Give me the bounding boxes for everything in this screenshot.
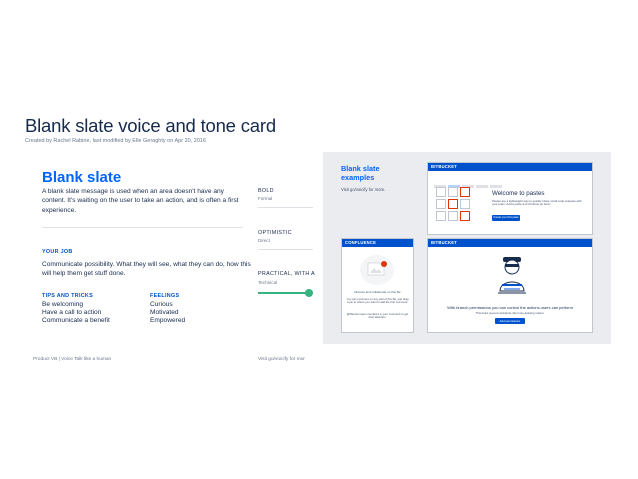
examples-subtitle: Visit go/voicify for more. <box>341 187 386 192</box>
feeling-item: Curious <box>150 301 173 308</box>
voice-card <box>25 150 320 370</box>
divider <box>42 227 243 228</box>
tone-slider-sublabel: Technical <box>258 280 278 285</box>
feelings-list <box>150 301 185 325</box>
page-title: Blank slate voice and tone card <box>25 115 276 136</box>
tips-heading: TIPS AND TRICKS <box>42 293 94 299</box>
window-titlebar: BITBUCKET <box>428 239 592 247</box>
bitbucket-pastes-example <box>427 162 593 235</box>
paste-tile <box>436 199 446 209</box>
card-description: A blank slate message is used when an area doesn't have any content. It's waiting on the user to take an action, and is often a first experience. <box>42 188 239 214</box>
examples-panel <box>323 152 611 344</box>
page-byline: Created by Rachel Rabine, last modified by Elle Geraghty on Apr 20, 2016 <box>25 138 206 144</box>
tone-slider-label: BOLD <box>258 188 274 194</box>
tone-slider-knob[interactable] <box>305 289 313 297</box>
window-titlebar: BITBUCKET <box>428 163 592 171</box>
tab[interactable] <box>476 185 488 188</box>
guard-illustration <box>494 253 530 301</box>
welcome-text: Pastes are a lightweight way to quickly share small code snippets with your team. Add a paste and it'll show up here! <box>492 199 582 207</box>
tone-slider-track[interactable] <box>258 292 308 294</box>
permissions-subtext: This helps prevent accidents, like force-deleting master. <box>475 311 545 315</box>
tip-item: Communicate a benefit <box>42 317 110 324</box>
guard-icon <box>494 253 530 301</box>
tone-slider-track[interactable] <box>258 207 313 208</box>
paste-tile <box>448 187 458 197</box>
card-footer-link[interactable]: Visit go/voicify for mor <box>258 357 305 362</box>
tips-list <box>42 301 110 325</box>
window-titlebar: CONFLUENCE <box>342 239 413 247</box>
comment-illustration <box>360 255 394 285</box>
feelings-heading: FEELINGS <box>150 293 180 299</box>
tone-slider-sublabel: Formal <box>258 196 273 201</box>
tone-slider-label: PRACTICAL, WITH A <box>258 271 315 277</box>
tone-slider-sublabel: Direct <box>258 238 270 243</box>
add-permissions-button[interactable]: Add permissions <box>495 318 525 324</box>
feeling-item: Empowered <box>150 317 186 324</box>
tip-item: Be welcoming <box>42 301 84 308</box>
your-job-text: Communicate possibility. What they will see, what they can do, how this will help them get stuff done. <box>42 261 251 278</box>
confluence-text: @Mention team members in your comment to get their attention. <box>346 312 409 320</box>
welcome-heading: Welcome to pastes <box>492 190 545 197</box>
permissions-text: With branch permissions you can control the actions users can perform <box>447 305 573 310</box>
tip-item: Have a call to action <box>42 309 102 316</box>
confluence-text: You can comment on any part of this file, just drag a pin to where you want to add the first comment. <box>346 297 409 305</box>
paste-tile <box>436 187 446 197</box>
paste-tile <box>436 211 446 221</box>
paste-tile <box>448 211 458 221</box>
confluence-text: Discuss and collaborate on this file <box>354 290 401 294</box>
paste-tile <box>460 187 470 197</box>
paste-tile <box>460 199 470 209</box>
bitbucket-permissions-example <box>427 238 593 333</box>
tone-slider-track[interactable] <box>258 249 313 250</box>
create-paste-button[interactable]: Create your first paste <box>493 216 519 219</box>
confluence-example <box>341 238 414 333</box>
paste-tile <box>448 199 458 209</box>
examples-title: Blank slate examples <box>341 164 380 182</box>
feeling-item: Motivated <box>150 309 179 316</box>
your-job-heading: YOUR JOB <box>42 249 73 255</box>
card-footer: Product VB | Voice Talk like a human <box>33 357 112 362</box>
tab[interactable] <box>490 185 502 188</box>
card-heading: Blank slate <box>42 169 122 186</box>
tone-slider-label: OPTIMISTIC <box>258 230 292 236</box>
image-pin-icon <box>360 255 394 285</box>
pastes-illustration <box>434 185 476 223</box>
paste-tile <box>460 211 470 221</box>
